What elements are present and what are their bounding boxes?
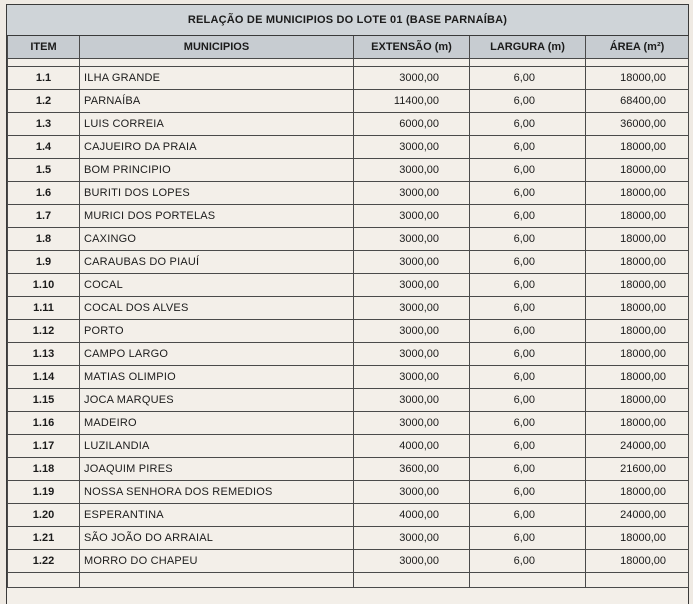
- largura-cell: 6,00: [470, 527, 586, 550]
- area-cell: 21600,00: [586, 458, 689, 481]
- table-row: [8, 67, 689, 90]
- municipio-cell: BURITI DOS LOPES: [80, 182, 354, 205]
- extensao-cell: 3000,00: [354, 481, 470, 504]
- item-cell: 1.11: [8, 297, 80, 320]
- extensao-cell: 3600,00: [354, 458, 470, 481]
- extensao-cell: 3000,00: [354, 136, 470, 159]
- area-cell: 18000,00: [586, 228, 689, 251]
- spacer-cell: [586, 59, 689, 67]
- table-row: [8, 435, 689, 458]
- extensao-cell: 3000,00: [354, 67, 470, 90]
- table-row: [8, 481, 689, 504]
- item-cell: 1.5: [8, 159, 80, 182]
- empty-cell: [80, 573, 354, 588]
- table-row: [8, 527, 689, 550]
- extensao-cell: 4000,00: [354, 435, 470, 458]
- largura-cell: 6,00: [470, 113, 586, 136]
- item-cell: 1.9: [8, 251, 80, 274]
- extensao-cell: 6000,00: [354, 113, 470, 136]
- empty-cell: [586, 573, 689, 588]
- municipio-cell: CAJUEIRO DA PRAIA: [80, 136, 354, 159]
- header-area: ÁREA (m²): [586, 36, 689, 59]
- header-largura: LARGURA (m): [470, 36, 586, 59]
- municipio-cell: JOCA MARQUES: [80, 389, 354, 412]
- municipio-cell: JOAQUIM PIRES: [80, 458, 354, 481]
- empty-cell: [470, 573, 586, 588]
- table-row: [8, 251, 689, 274]
- area-cell: 18000,00: [586, 182, 689, 205]
- area-cell: 18000,00: [586, 205, 689, 228]
- area-cell: 18000,00: [586, 389, 689, 412]
- largura-cell: 6,00: [470, 343, 586, 366]
- largura-cell: 6,00: [470, 182, 586, 205]
- header-extensao: EXTENSÃO (m): [354, 36, 470, 59]
- extensao-cell: 3000,00: [354, 205, 470, 228]
- table-header: [8, 36, 689, 67]
- municipio-cell: MATIAS OLIMPIO: [80, 366, 354, 389]
- largura-cell: 6,00: [470, 297, 586, 320]
- item-cell: 1.16: [8, 412, 80, 435]
- empty-cell: [354, 573, 470, 588]
- largura-cell: 6,00: [470, 159, 586, 182]
- table-row: [8, 550, 689, 573]
- municipio-cell: BOM PRINCIPIO: [80, 159, 354, 182]
- area-cell: 18000,00: [586, 159, 689, 182]
- largura-cell: 6,00: [470, 481, 586, 504]
- largura-cell: 6,00: [470, 274, 586, 297]
- area-cell: 36000,00: [586, 113, 689, 136]
- spacer-cell: [8, 59, 80, 67]
- largura-cell: 6,00: [470, 320, 586, 343]
- area-cell: 18000,00: [586, 343, 689, 366]
- area-cell: 18000,00: [586, 527, 689, 550]
- municipio-cell: CARAUBAS DO PIAUÍ: [80, 251, 354, 274]
- spacer-cell: [80, 59, 354, 67]
- header-municipios: MUNICIPIOS: [80, 36, 354, 59]
- largura-cell: 6,00: [470, 366, 586, 389]
- area-cell: 18000,00: [586, 320, 689, 343]
- extensao-cell: 3000,00: [354, 550, 470, 573]
- area-cell: 18000,00: [586, 481, 689, 504]
- table-body: [8, 67, 689, 588]
- municipios-table: [7, 36, 689, 588]
- document-sheet: [6, 4, 689, 604]
- table-row: [8, 205, 689, 228]
- extensao-cell: 3000,00: [354, 228, 470, 251]
- item-cell: 1.22: [8, 550, 80, 573]
- area-cell: 18000,00: [586, 412, 689, 435]
- area-cell: 18000,00: [586, 297, 689, 320]
- table-row: [8, 458, 689, 481]
- municipio-cell: COCAL DOS ALVES: [80, 297, 354, 320]
- largura-cell: 6,00: [470, 228, 586, 251]
- extensao-cell: 3000,00: [354, 159, 470, 182]
- table-row: [8, 159, 689, 182]
- largura-cell: 6,00: [470, 412, 586, 435]
- municipio-cell: MURICI DOS PORTELAS: [80, 205, 354, 228]
- table-title: RELAÇÃO DE MUNICIPIOS DO LOTE 01 (BASE PARNAÍBA): [7, 4, 688, 36]
- area-cell: 18000,00: [586, 550, 689, 573]
- item-cell: 1.19: [8, 481, 80, 504]
- table-row: [8, 136, 689, 159]
- item-cell: 1.6: [8, 182, 80, 205]
- extensao-cell: 3000,00: [354, 182, 470, 205]
- extensao-cell: 4000,00: [354, 504, 470, 527]
- extensao-cell: 3000,00: [354, 412, 470, 435]
- area-cell: 24000,00: [586, 435, 689, 458]
- table-row: [8, 504, 689, 527]
- municipio-cell: NOSSA SENHORA DOS REMEDIOS: [80, 481, 354, 504]
- municipio-cell: MORRO DO CHAPEU: [80, 550, 354, 573]
- table-row: [8, 297, 689, 320]
- item-cell: 1.1: [8, 67, 80, 90]
- extensao-cell: 3000,00: [354, 389, 470, 412]
- item-cell: 1.3: [8, 113, 80, 136]
- largura-cell: 6,00: [470, 90, 586, 113]
- table-row: [8, 90, 689, 113]
- header-item: ITEM: [8, 36, 80, 59]
- municipio-cell: PORTO: [80, 320, 354, 343]
- largura-cell: 6,00: [470, 550, 586, 573]
- item-cell: 1.2: [8, 90, 80, 113]
- extensao-cell: 3000,00: [354, 297, 470, 320]
- table-row: [8, 412, 689, 435]
- extensao-cell: 3000,00: [354, 343, 470, 366]
- item-cell: 1.15: [8, 389, 80, 412]
- municipio-cell: LUZILANDIA: [80, 435, 354, 458]
- table-row: [8, 182, 689, 205]
- extensao-cell: 3000,00: [354, 527, 470, 550]
- item-cell: 1.8: [8, 228, 80, 251]
- area-cell: 68400,00: [586, 90, 689, 113]
- header-spacer-row: [8, 59, 689, 67]
- extensao-cell: 3000,00: [354, 251, 470, 274]
- area-cell: 24000,00: [586, 504, 689, 527]
- item-cell: 1.17: [8, 435, 80, 458]
- area-cell: 18000,00: [586, 366, 689, 389]
- extensao-cell: 11400,00: [354, 90, 470, 113]
- extensao-cell: 3000,00: [354, 366, 470, 389]
- extensao-cell: 3000,00: [354, 274, 470, 297]
- item-cell: 1.20: [8, 504, 80, 527]
- largura-cell: 6,00: [470, 205, 586, 228]
- spacer-cell: [354, 59, 470, 67]
- municipio-cell: MADEIRO: [80, 412, 354, 435]
- spacer-cell: [470, 59, 586, 67]
- largura-cell: 6,00: [470, 504, 586, 527]
- municipio-cell: ILHA GRANDE: [80, 67, 354, 90]
- table-row: [8, 113, 689, 136]
- municipio-cell: COCAL: [80, 274, 354, 297]
- area-cell: 18000,00: [586, 274, 689, 297]
- municipio-cell: CAMPO LARGO: [80, 343, 354, 366]
- largura-cell: 6,00: [470, 389, 586, 412]
- municipio-cell: PARNAÍBA: [80, 90, 354, 113]
- area-cell: 18000,00: [586, 136, 689, 159]
- header-row: [8, 36, 689, 59]
- empty-cell: [8, 573, 80, 588]
- item-cell: 1.4: [8, 136, 80, 159]
- municipio-cell: LUIS CORREIA: [80, 113, 354, 136]
- largura-cell: 6,00: [470, 251, 586, 274]
- area-cell: 18000,00: [586, 67, 689, 90]
- table-row-cutoff: [8, 573, 689, 588]
- item-cell: 1.18: [8, 458, 80, 481]
- largura-cell: 6,00: [470, 458, 586, 481]
- item-cell: 1.12: [8, 320, 80, 343]
- extensao-cell: 3000,00: [354, 320, 470, 343]
- item-cell: 1.7: [8, 205, 80, 228]
- area-cell: 18000,00: [586, 251, 689, 274]
- largura-cell: 6,00: [470, 435, 586, 458]
- municipio-cell: SÃO JOÃO DO ARRAIAL: [80, 527, 354, 550]
- largura-cell: 6,00: [470, 136, 586, 159]
- item-cell: 1.13: [8, 343, 80, 366]
- municipio-cell: ESPERANTINA: [80, 504, 354, 527]
- item-cell: 1.14: [8, 366, 80, 389]
- table-row: [8, 274, 689, 297]
- table-row: [8, 320, 689, 343]
- item-cell: 1.21: [8, 527, 80, 550]
- table-row: [8, 389, 689, 412]
- table-row: [8, 343, 689, 366]
- table-row: [8, 228, 689, 251]
- item-cell: 1.10: [8, 274, 80, 297]
- municipio-cell: CAXINGO: [80, 228, 354, 251]
- table-row: [8, 366, 689, 389]
- largura-cell: 6,00: [470, 67, 586, 90]
